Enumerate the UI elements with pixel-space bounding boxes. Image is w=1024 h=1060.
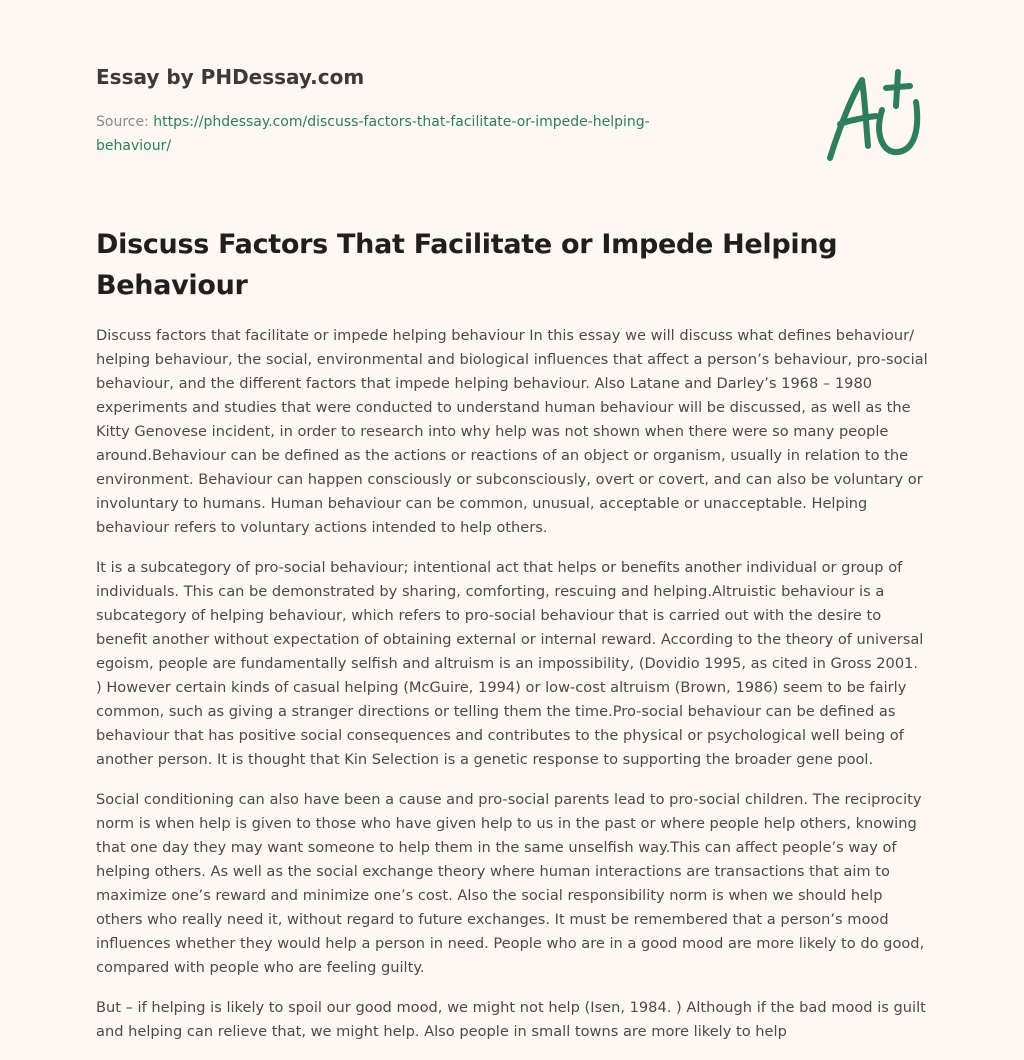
- source-line: [96, 110, 716, 158]
- a-plus-grade-icon: [822, 66, 932, 166]
- site-brand[interactable]: Essay by PHDessay.com: [96, 65, 365, 89]
- source-label: Source:: [96, 114, 149, 130]
- source-link[interactable]: https://phdessay.com/discuss-factors-that-facilitate-or-impede-helping-behaviour/: [96, 114, 650, 154]
- article-paragraph: But – if helping is likely to spoil our good mood, we might not help (Isen, 1984. ) Although if the bad mood is guilt and helping can relieve that, we might help. Also people in small towns are more likely to help: [96, 999, 926, 1040]
- header: [96, 62, 716, 158]
- article-paragraph: It is a subcategory of pro-social behaviour; intentional act that helps or benefits another individual or group of individuals. This can be demonstrated by sharing, comforting, rescuing and helping.Altruistic behaviour is a subcategory of helping behaviour, which refers to pro-social behaviour that is carried out with the desire to benefit another without expectation of obtaining external or internal reward. According to the theory of universal egoism, people are fundamentally selfish and altruism is an impossibility, (Dovidio 1995, as cited in Gross 2001. ) However certain kinds of casual helping (McGuire, 1994) or low-cost altruism (Brown, 1986) seem to be fairly common, such as giving a stranger directions or telling them the time.Pro-social behaviour can be defined as behaviour that has positive social consequences and contributes to the physical or psychological well being of another person. It is thought that Kin Selection is a genetic response to supporting the broader gene pool.: [96, 559, 924, 768]
- article-paragraph: Discuss factors that facilitate or impede helping behaviour In this essay we will discuss what defines behaviour/ helping behaviour, the social, environmental and biological influences that affect a person’s behaviour, pro-social behaviour, and the different factors that impede helping behaviour. Also Latane and Darley’s 1968 – 1980 experiments and studies that were conducted to understand human behaviour will be discussed, as well as the Kitty Genovese incident, in order to research into why help was not shown when there were so many people around.Behaviour can be defined as the actions or reactions of an object or organism, usually in relation to the environment. Behaviour can happen consciously or subconsciously, overt or covert, and can also be voluntary or involuntary to humans. Human behaviour can be common, unusual, acceptable or unacceptable. Helping behaviour refers to voluntary actions intended to help others.: [96, 327, 928, 536]
- page-title: Discuss Factors That Facilitate or Impede Helping Behaviour: [96, 229, 838, 301]
- article-paragraph: Social conditioning can also have been a cause and pro-social parents lead to pro-social children. The reciprocity norm is when help is given to those who have given help to us in the past or where people help others, knowing that one day they may want someone to help them in the same unselfish way.This can affect people’s way of helping others. As well as the social exchange theory where human interactions are transactions that aim to maximize one’s reward and minimize one’s cost. Also the social responsibility norm is when we should help others who really need it, without regard to future exchanges. It must be remembered that a person’s mood influences whether they would help a person in need. People who are in a good mood are more likely to do good, compared with people who are feeling guilty.: [96, 791, 925, 976]
- article-body: [96, 324, 928, 1060]
